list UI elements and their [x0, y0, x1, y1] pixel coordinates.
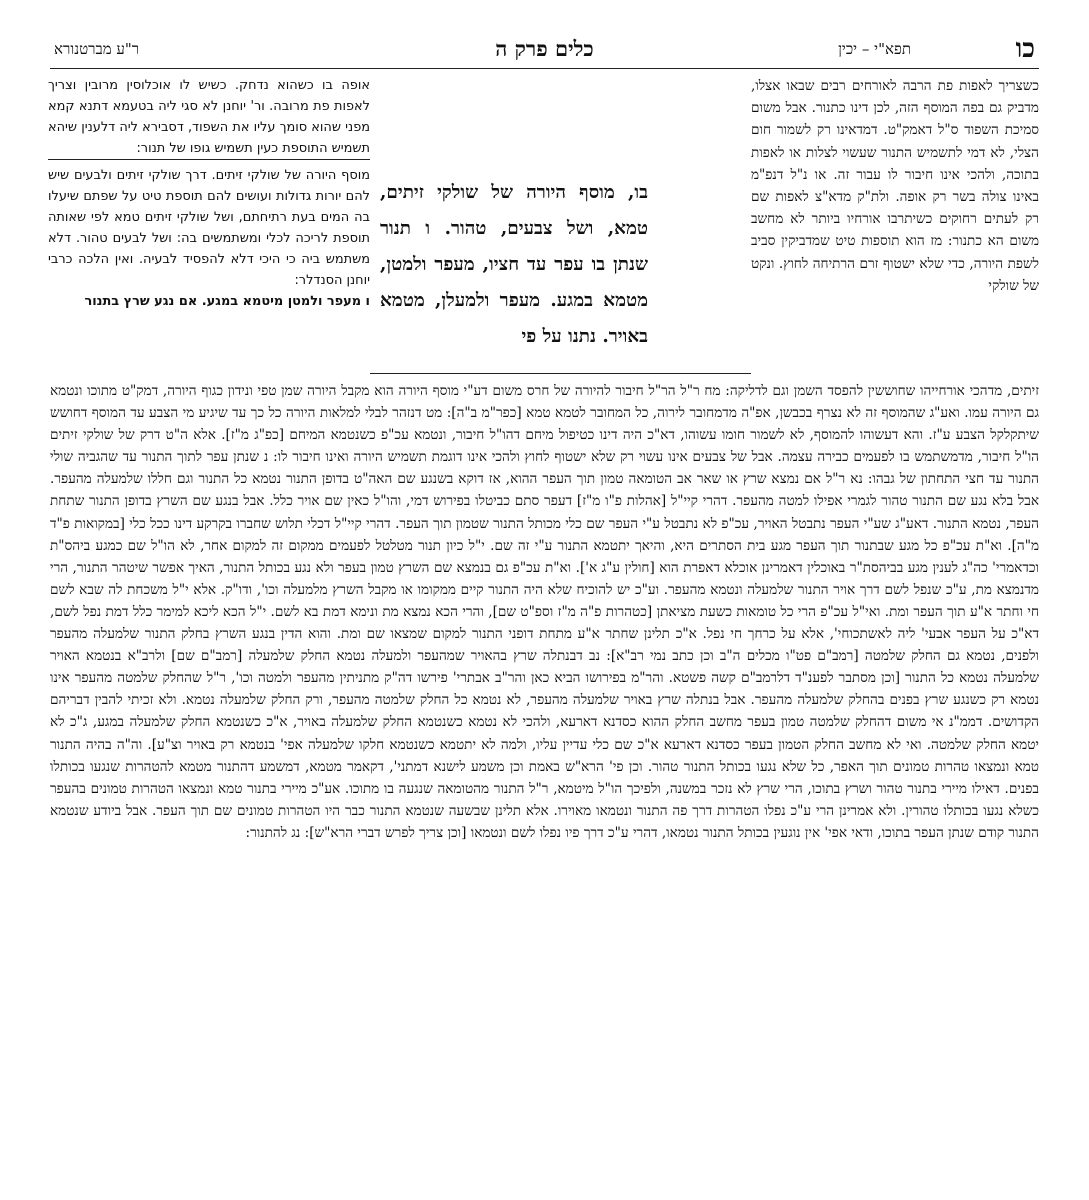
header-title: כלים פרק ה	[495, 36, 594, 61]
bartenura-second-text: מוסף היורה של שולקי זיתים. דרך שולקי זיתים ולבעים שיש להם יורות גדולות ועושים להם תוספת טיט על שפתם שיעלו בה המים בעת רתיחתם, ושל שולקי זיתים טמא לפי שאותה תוספת לריכה לכלי ומשתמשים בה: ושל לבעים טהור. דלא משתמש ביה כי היכי דלא להפסיד לבעיה. ואין הלכה כרבי יוחנן הסנדלר:	[48, 168, 370, 288]
tiferet-right-text: כשצריך לאפות פת הרבה לאורחים רבים שבאו אצלו, מדביק גם בפה המוסף הזה, לכן דינו כתנור. אבל משום סמיכת השפוד ס"ל דאמק"ט. דמדאינו רק לשמור חום הצלי, לא דמי לתשמיש התנור שעשוי לצלות או לאפות בתוכה, ולהכי אינו חיבור לו עבור זה. או נ"ל דנפ"מ באינו צולה בשר רק אופה. ולת"ק מדא"צ לאפות שם רק לעתים רחוקים כשיתרבו אורחיו ביותר לא מחשב משום הא כתנור: מז הוא תוספות טיט שמדביקין סביב לשפת היורה, כדי שלא ישטוף זרם הרתיחה לחוץ. ונקט של שולקי	[751, 78, 1039, 294]
bartenura-top-column	[48, 75, 370, 159]
mishnah-block	[380, 175, 648, 355]
tiferet-yisrael-bottom	[50, 380, 1039, 844]
page-header	[50, 36, 1039, 68]
bartenura-top-text: אופה בו כשהוא נדחק. כשיש לו אוכלוסין מרובין וצריך לאפות פת מרובה. ור' יוחנן לא סגי ליה בטעמא דתנא קמא מפני שהוא סומך עליו את השפוד, דסבירא ליה דלענין שיהא תשמיש התוספת כעין תשמיש גופו של תנור:	[48, 78, 370, 156]
mishnah-text: בו, מוסף היורה של שולקי זיתים, טמא, ושל צבעים, טהור. ו תנור שנתן בו עפר עד חציו, מעפר ולמטן, מטמא במגע. מעפר ולמעלן, מטמא באויר. נתנו על פי	[380, 182, 648, 347]
mishnah-divider	[370, 373, 751, 374]
bartenura-continuation-text: ו מעפר ולמטן מיטמא במגע. אם נגע שרץ בתנור	[84, 294, 370, 309]
header-commentary-label: תפא"י – יכין	[838, 40, 911, 58]
tiferet-yisrael-right-column	[751, 75, 1039, 297]
header-bartenura-label: ר"ע מברטנורא	[54, 40, 140, 58]
bartenura-second-column	[48, 165, 370, 312]
header-divider	[50, 68, 1039, 69]
bartenura-divider	[48, 159, 370, 160]
page-number: כו	[1015, 34, 1035, 64]
tiferet-bottom-text: זיתים, מדהכי אורחייהו שחוששין להפסד השמן וגם לדליקה: מח ר"ל הר"ל חיבור להיורה של חרס משום דע"י מוסף היורה הוא מקבל היורה שמן טפי ונידון כגוף היורה, דמק"ט מתוכו ונטמא גם היורה עמו. ואע"ג שהמוסף זה לא נצרף בכבשן, אפ"ה מדמחובר לירוה, כל המחובר לטמא טמא [כפר"מ ב"ה]: מט דנזהר לבלי למלאות היורה כל כך עד שיגיע מי הצבע עד המוסף דחושש שיתקלקל הצבע ע"ז. והא דעשוהו להמוסף, לא לשמור חומו עשוהו, דא"כ היה דינו כטיפול מיחם דהו"ל חיבור, ונטמא עכ"פ כשנטמא המיחם [כפ"ג מ"ז]. אלא ה"ט דרק של שולקי זיתים הו"ל חיבור, מדמשתמש בו לפעמים כבירה עצמה. אבל של צבעים אינו עשוי רק שלא ישטוף לחוץ ולהכי אינו דוגמת תשמיש היורה ואינו חיבור לו: נ שנתן עפר לתוך התנור עד שהגביה שולי התנור עד חצי התחתון של גבהו: נא ר"ל אם נמצא שרץ או שאר אב הטומאה טמון תוך העפר ההוא, אז דוקא בשנגע שם האה"ט בדופן התנור נטמא כל התנור וגם חללו שלמעלה מהעפר. אבל בלא נגע שם התנור טהור לגמרי אפילו למטה מהעפר. דהרי קיי"ל [אהלות פ"ו מ"ז] דעפר סתם כביטלו בפירוש דמי, והו"ל כאין שם אויר כלל. אבל בנגע שם השרץ בדופן התנור שתחת העפר, נטמא התנור. דאע"ג שע"י העפר נתבטל האויר, עכ"פ לא נתבטל ע"י העפר שם כלי מכותל התנור שטמון תוך העפר. דהרי קיי"ל דכלי תלוש שחברו בקרקע דינו ככל כלי [במקואות פ"ד מ"ה]. וא"ת עכ"פ כל מגע שבתנור תוך העפר מגע בית הסתרים היא, והיאך יתטמא התנור ע"י זה שם. י"ל כיון תנור מטלטל לפעמים ממקום זה למקום אחר, לא הו"ל שם כמגע ביהס"ת וכדאמרי' כה"ג לענין מגע בביהסת"ר באוכלין דאמרינן אוכלא דאפרת הוא [חולין ע"ג א']. וא"ת עכ"פ גם בנמצא שם השרץ טמון בעפר ולא נגע בכותל התנור, האיך אפשר שיטהר התנור, הרי מדנמצא מת, ע"כ שנפל לשם דרך אויר התנור שלמעלה ונטמא מהעפר. וע"כ יש להוכיח שלא היה התנור קיים ממקומו או מקבל השרץ מלמעלה וכו', ודו"ק. אלא י"ל משכחת לה שבא לשם חי וחתר א"ע תוך העפר ומת. ואי"ל עכ"פ הרי כל טומאות כשעת מציאתן [כטהרות פ"ה מ"ז וספ"ט שם], והרי הכא נמצא מת ונימא דמת בא לשם. י"ל הכא ליכא למימר כלל דמת נפל לשם, דא"כ על העפר אבעי' ליה לאשתכוחי', אלא על כרחך חי נפל. א"כ תלינן שחתר א"ע מתחת דופני התנור למקום שמצאו שם ומת. והוא הדין בנגע השרץ בחלק התנור שלמעלה מהעפר ולפנים, נטמא גם החלק שלמטה [רמב"ם פט"ו מכלים ה"ב וכן כתב נמי רב"א]: נב דבנתלה שרץ בהאויר שמהעפר ולמעלה נטמא החלק שלמעלה [רמב"ם שם] ולרב"א בנטמא האויר שלמעלה נטמא כל התנור [וכן מסתבר לפענ"ד דלרמב"ם קשה פשטא. והר"מ בפירושו הביא כאן והר"ב אבתרי' פירשו דה"ק מתניתין מהעפר ולמטה וכו', ר"ל שהחלק שלמטה מהעפר אינו נטמא רק כשנגע שרץ בפנים בהחלק שלמעלה מהעפר. אבל בנתלה שרץ באויר שלמעלה מהעפר, לא נטמא כל החלק שלמטה מהעפר, ורק החלק שלמעלה נטמא. ולא זכיתי להבין דבריהם הקדושים. דממ"נ אי משום דהחלק שלמטה טמון בעפר מחשב החלק ההוא כסדנא דארעא, ולהכי לא נטמא כשנטמא החלק שלמעלה באויר, א"כ כשנטמא החלק שלמעלה במגע, ג"כ לא יטמא החלק שלמטה. ואי לא מחשב החלק הטמון בעפר כסדנא דארעא א"כ שם כלי עדיין עליו, ולמה לא יתטמא כשנטמא חלקו שלמעלה אפי' בנטמא רק באויר וצ"ע]. וה"ה בהיה התנור טמא ונמצאו טהרות טמונים תוך האפר, כל שלא נגעו בכותל התנור טהור. וכן פי' הרא"ש באמת וכן משמע לישנא דמתני', דקאמר מטמא, דמשמע דהתנור מטמא להטהרות שנגעו בכותלו בפנים. דאילו מיירי בתנור טהור ושרץ בתוכו, הרי שרץ לא נזכר במשנה, ולפיכך הו"ל מיטמא, ר"ל התנור מהטומאה שנגעה בו מתוכו. אע"כ מיירי בתנור טמא ונמצאו הטהרות טמונים בהעפר כשלא נגעו בכותלו טהורין. ולא אמרינן הרי ע"כ נפלו הטהרות דרך פה התנור ונטמאו מאוירו. אלא תלינן שבשעה שנטמא התנור כבר היו הטהרות טמונים שם תוך העפר. אבל ביודע שנטמא התנור קודם שנתן העפר בתוכו, ודאי אפי' אין נוגעין בכותל התנור נטמאו, דהרי ע"כ דרך פיו נפלו לשם ונטמאו [וכן צריך לפרש דברי הרא"ש]: נג להתנור:	[50, 383, 1039, 841]
